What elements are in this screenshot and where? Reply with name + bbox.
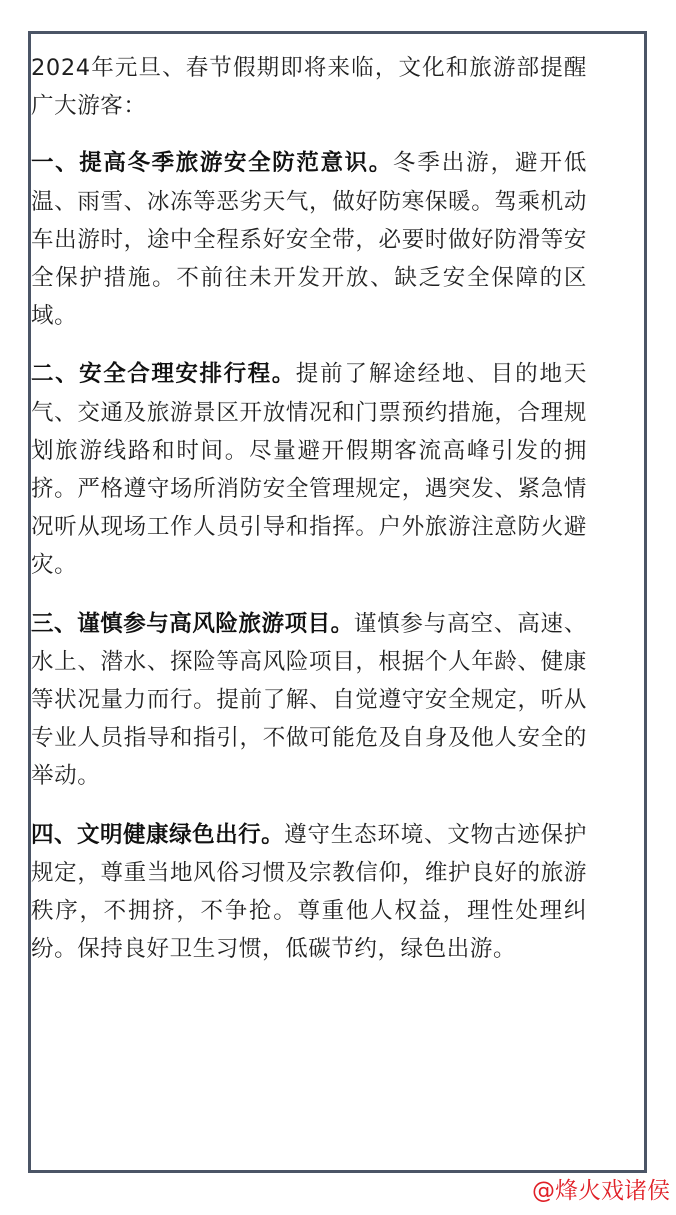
author-watermark: @烽火戏诸侯 [532, 1178, 670, 1204]
notice-content [31, 49, 587, 988]
section-4 [31, 816, 587, 969]
section-3-heading: 三、谨慎参与高风险旅游项目。 [31, 610, 354, 637]
section-1-heading: 一、提高冬季旅游安全防范意识。 [31, 150, 393, 177]
section-4-body: 遵守生态环境、文物古迹保护规定，尊重当地风俗习惯及宗教信仰，维护良好的旅游秩序，不拥挤，不争抢。尊重他人权益，理性处理纠纷。保持良好卫生习惯，低碳节约，绿色出游。 [31, 821, 587, 963]
section-2 [31, 355, 587, 584]
section-3 [31, 605, 587, 796]
section-1-body: 冬季出游，避开低温、雨雪、冰冻等恶劣天气，做好防寒保暖。驾乘机动车出游时，途中全程系好安全带，必要时做好防滑等安全保护措施。不前往未开发开放、缺乏安全保障的区域。 [31, 150, 587, 330]
section-2-heading: 二、安全合理安排行程。 [31, 361, 296, 388]
section-4-heading: 四、文明健康绿色出行。 [31, 821, 285, 848]
section-3-body: 谨慎参与高空、高速、水上、潜水、探险等高风险项目，根据个人年龄、健康等状况量力而行。提前了解、自觉遵守安全规定，听从专业人员指导和指引，不做可能危及自身及他人安全的举动。 [31, 610, 587, 790]
section-1 [31, 144, 587, 335]
intro-paragraph: 2024年元旦、春节假期即将来临，文化和旅游部提醒广大游客： [31, 55, 587, 120]
section-2-body: 提前了解途经地、目的地天气、交通及旅游景区开放情况和门票预约措施，合理规划旅游线路和时间。尽量避开假期客流高峰引发的拥挤。严格遵守场所消防安全管理规定，遇突发、紧急情况听从现场工作人员引导和指挥。户外旅游注意防火避灾。 [31, 361, 587, 579]
